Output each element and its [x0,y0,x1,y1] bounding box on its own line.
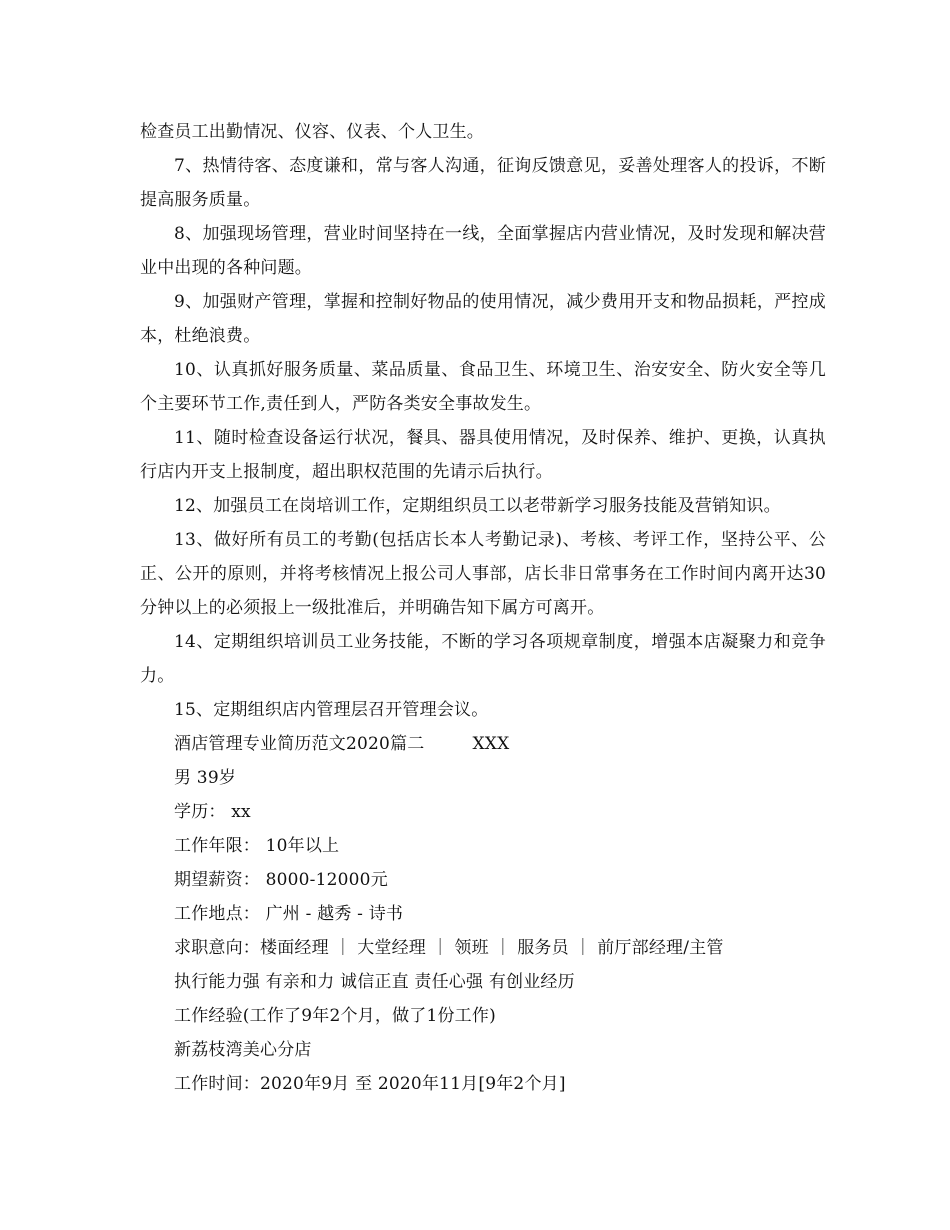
resume-company: 新荔枝湾美心分店 [174,1040,312,1060]
resume-experience: 工作经验(工作了9年2个月，做了1份工作) [174,1006,496,1026]
resume-period: 工作时间：2020年9月 至 2020年11月[9年2个月] [174,1074,566,1094]
resume-years: 工作年限： 10年以上 [174,836,340,856]
paragraph-duty-11: 11、随时检查设备运行状况，餐具、器具使用情况，及时保养、维护、更换，认真执行店内开支上报制度，超出职权范围的先请示后执行。 [140,428,826,482]
paragraph-duty-8: 8、加强现场管理，营业时间坚持在一线，全面掌握店内营业情况，及时发现和解决营业中出现的各种问题。 [140,224,826,278]
paragraph-duty-7: 7、热情待客、态度谦和，常与客人沟通，征询反馈意见，妥善处理客人的投诉，不断提高服务质量。 [140,156,826,210]
resume-education: 学历： xx [174,802,251,822]
resume-location: 工作地点： 广州 - 越秀 - 诗书 [174,904,404,924]
resume-salary: 期望薪资： 8000-12000元 [174,870,388,890]
resume-name: XXX [472,734,510,754]
paragraph-duty-13: 13、做好所有员工的考勤(包括店长本人考勤记录)、考核、考评工作，坚持公平、公正、公开的原则，并将考核情况上报公司人事部，店长非日常事务在工作时间内离开达30分钟以上的必须报上一级批准后，并明确告知下属方可离开。 [140,530,826,618]
paragraph-duty-14: 14、定期组织培训员工业务技能，不断的学习各项规章制度，增强本店凝聚力和竞争力。 [140,632,826,686]
resume-traits: 执行能力强 有亲和力 诚信正直 责任心强 有创业经历 [174,972,575,992]
paragraph-duty-12: 12、加强员工在岗培训工作，定期组织员工以老带新学习服务技能及营销知识。 [174,496,781,516]
paragraph-duty-9: 9、加强财产管理，掌握和控制好物品的使用情况，减少费用开支和物品损耗，严控成本，杜绝浪费。 [140,292,826,346]
document-body [140,115,826,1101]
resume-gender-age: 男 39岁 [174,768,237,788]
resume-heading: 酒店管理专业简历范文2020篇二 [174,734,425,754]
resume-heading-line [140,727,826,761]
paragraph-duty-10: 10、认真抓好服务质量、菜品质量、食品卫生、环境卫生、治安安全、防火安全等几个主要环节工作,责任到人，严防各类安全事故发生。 [140,360,826,414]
paragraph-duty-6-tail: 检查员工出勤情况、仪容、仪表、个人卫生。 [140,122,484,142]
resume-intention: 求职意向：楼面经理 ｜ 大堂经理 ｜ 领班 ｜ 服务员 ｜ 前厅部经理/主管 [174,938,724,958]
paragraph-duty-15: 15、定期组织店内管理层召开管理会议。 [174,700,489,720]
